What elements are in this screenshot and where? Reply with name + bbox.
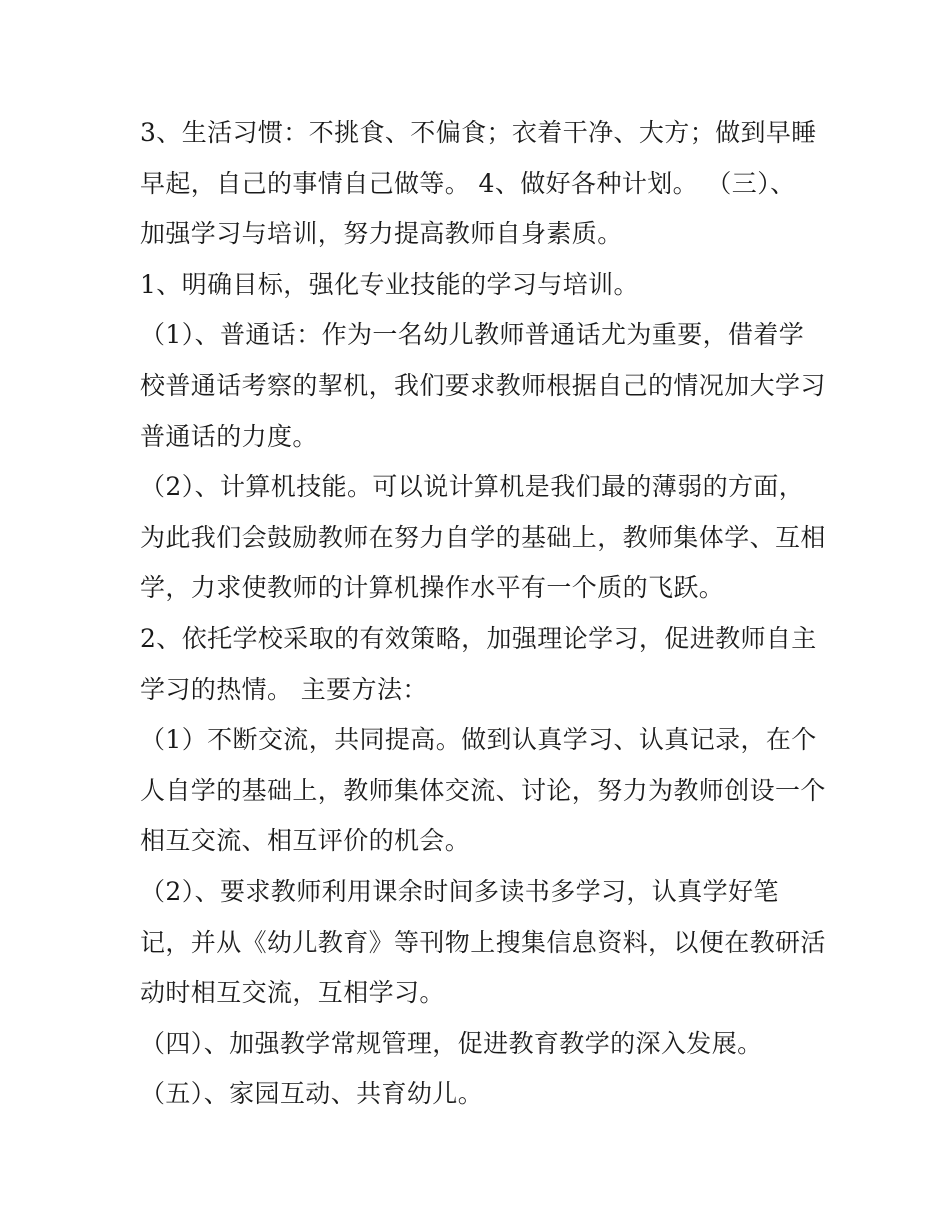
text-line: 相互交流、相互评价的机会。	[140, 826, 471, 856]
text-line: （四）、加强教学常规管理，促进教育教学的深入发展。	[140, 1028, 763, 1058]
text-line: （2）、要求教师利用课余时间多读书多学习，认真学好笔	[140, 876, 779, 906]
text-line: （五）、家园互动、共育幼儿。	[140, 1079, 484, 1109]
text-line: 2、依托学校采取的有效策略，加强理论学习，促进教师自主	[140, 623, 817, 653]
text-line: 学习的热情。 主要方法：	[140, 674, 428, 704]
document-body	[140, 108, 826, 1120]
text-line: （2）、计算机技能。可以说计算机是我们最的薄弱的方面，	[140, 472, 805, 502]
text-line: 早起，自己的事情自己做等。 4、做好各种计划。 （三）、	[140, 168, 796, 198]
text-line: 1、明确目标，强化专业技能的学习与培训。	[140, 269, 639, 299]
text-line: 为此我们会鼓励教师在努力自学的基础上，教师集体学、互相	[140, 522, 826, 552]
text-line: 人自学的基础上，教师集体交流、讨论，努力为教师创设一个	[140, 775, 826, 805]
text-line: （1）、普通话：作为一名幼儿教师普通话尤为重要，借着学	[140, 320, 805, 350]
text-line: （1）不断交流，共同提高。做到认真学习、认真记录，在个	[140, 725, 817, 755]
text-line: 学，力求使教师的计算机操作水平有一个质的飞跃。	[140, 573, 725, 603]
text-line: 记，并从《幼儿教育》等刊物上搜集信息资料，以便在教研活	[140, 927, 826, 957]
text-line: 3、生活习惯：不挑食、不偏食；衣着干净、大方；做到早睡	[140, 118, 817, 147]
text-line: 普通话的力度。	[140, 421, 318, 451]
text-line: 校普通话考察的挈机，我们要求教师根据自己的情况加大学习	[140, 370, 826, 400]
text-line: 加强学习与培训，努力提高教师自身素质。	[140, 219, 623, 249]
text-line: 动时相互交流，互相学习。	[140, 978, 445, 1008]
